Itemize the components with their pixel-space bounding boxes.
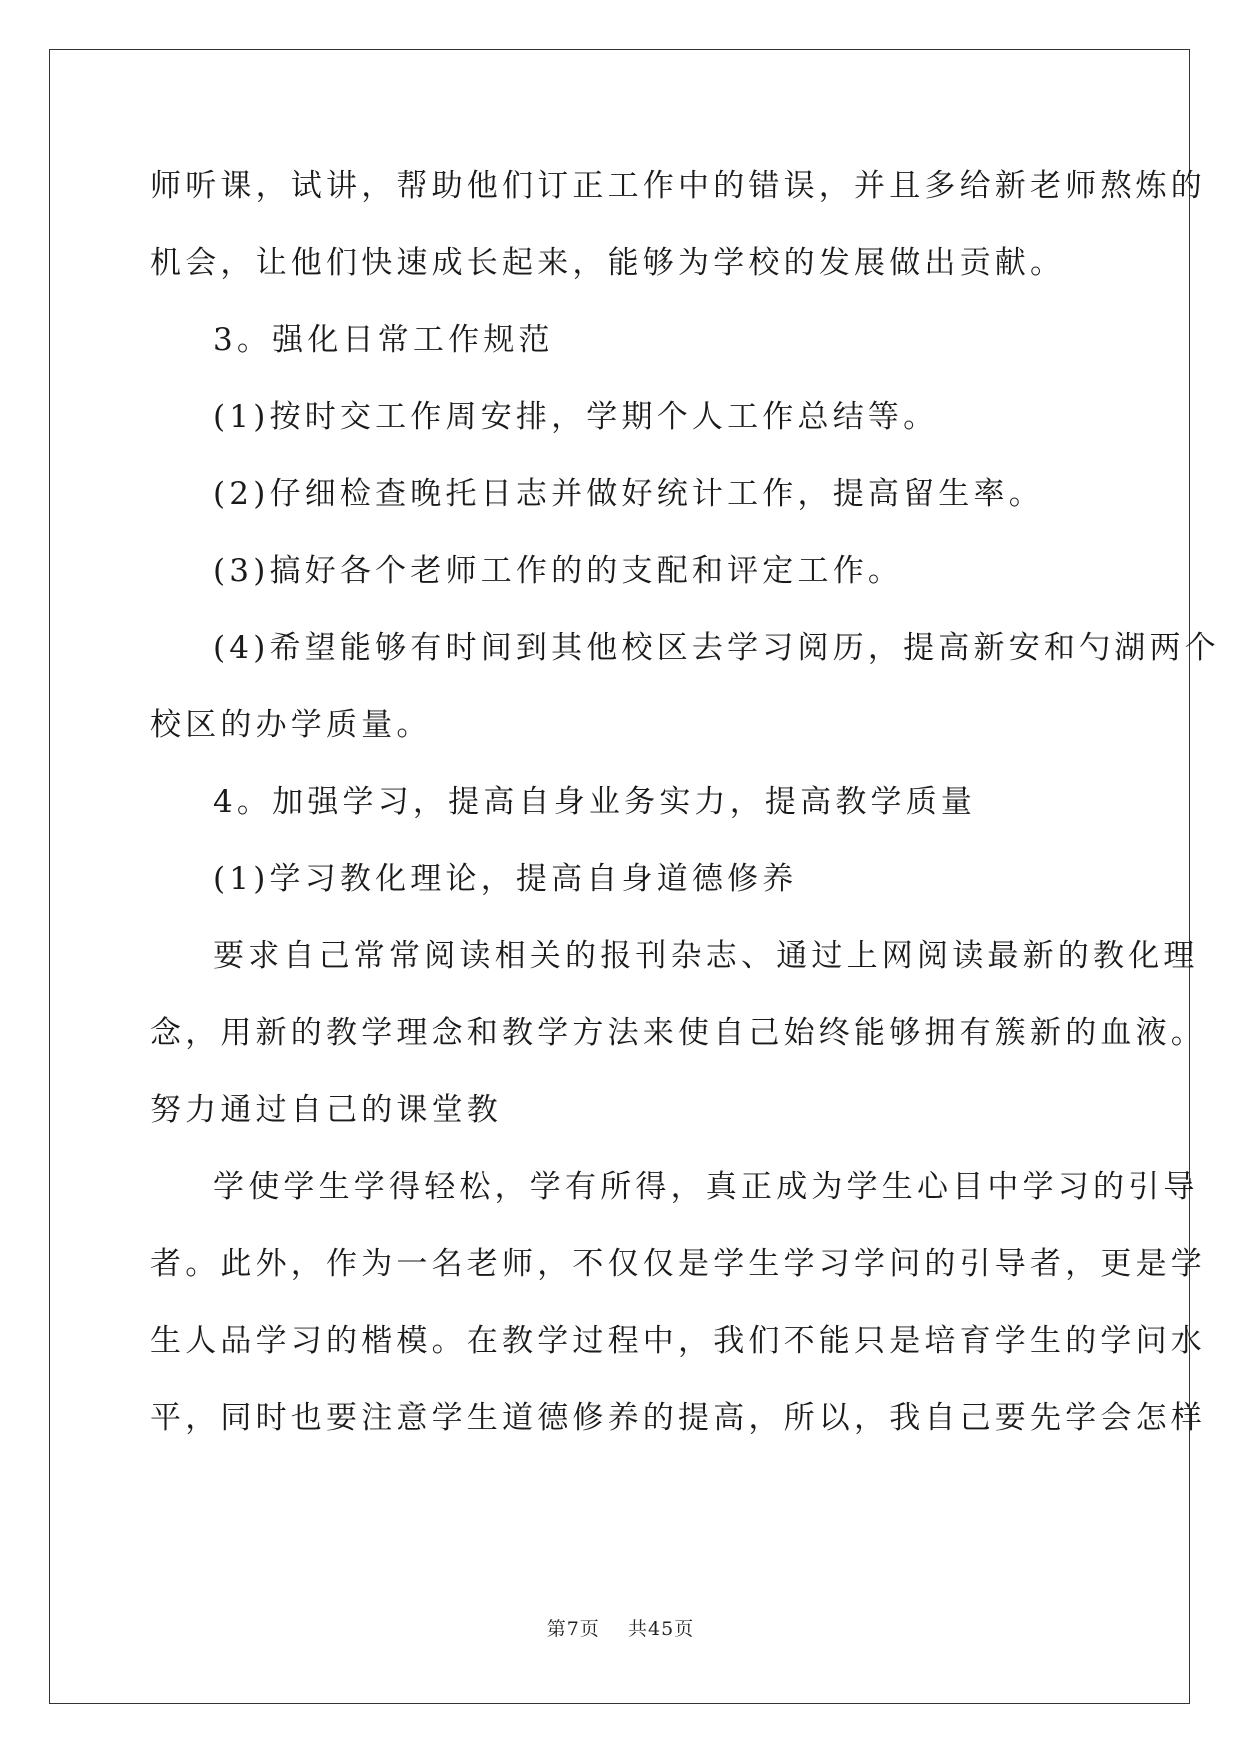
text-line: 生人品学习的楷模。在教学过程中，我们不能只是培育学生的学问水 [150,1323,1206,1359]
page-footer [0,1614,1241,1641]
text-line: 念，用新的教学理念和教学方法来使自己始终能够拥有簇新的血液。 [150,1015,1206,1051]
paragraph-start: 要求自己常常阅读相关的报刊杂志、通过上网阅读最新的教化理 [213,938,1199,974]
text-line: 者。此外，作为一名老师，不仅仅是学生学习学问的引导者，更是学 [150,1246,1206,1282]
list-item: (2)仔细检查晚托日志并做好统计工作，提高留生率。 [213,476,1044,512]
list-item: (4)希望能够有时间到其他校区去学习阅历，提高新安和勺湖两个 [213,630,1220,666]
section-heading: 4。加强学习，提高自身业务实力，提高教学质量 [213,784,977,820]
paragraph-start: 学使学生学得轻松，学有所得，真正成为学生心目中学习的引导 [213,1169,1199,1205]
list-item: (1)按时交工作周安排，学期个人工作总结等。 [213,399,939,435]
text-line: 机会，让他们快速成长起来，能够为学校的发展做出贡献。 [150,245,1066,281]
list-item: (1)学习教化理论，提高自身道德修养 [213,861,798,897]
section-heading: 3。强化日常工作规范 [213,322,554,358]
text-line: 努力通过自己的课堂教 [150,1092,502,1128]
document-body [150,160,1220,1469]
page-total: 共45页 [628,1618,695,1640]
list-item: (3)搞好各个老师工作的的支配和评定工作。 [213,553,904,589]
text-line: 师听课，试讲，帮助他们订正工作中的错误，并且多给新老师熬炼的 [150,168,1206,204]
text-line: 平，同时也要注意学生道德修养的提高，所以，我自己要先学会怎样 [150,1400,1206,1436]
text-line: 校区的办学质量。 [150,707,432,743]
page-number: 第7页 [546,1618,600,1640]
